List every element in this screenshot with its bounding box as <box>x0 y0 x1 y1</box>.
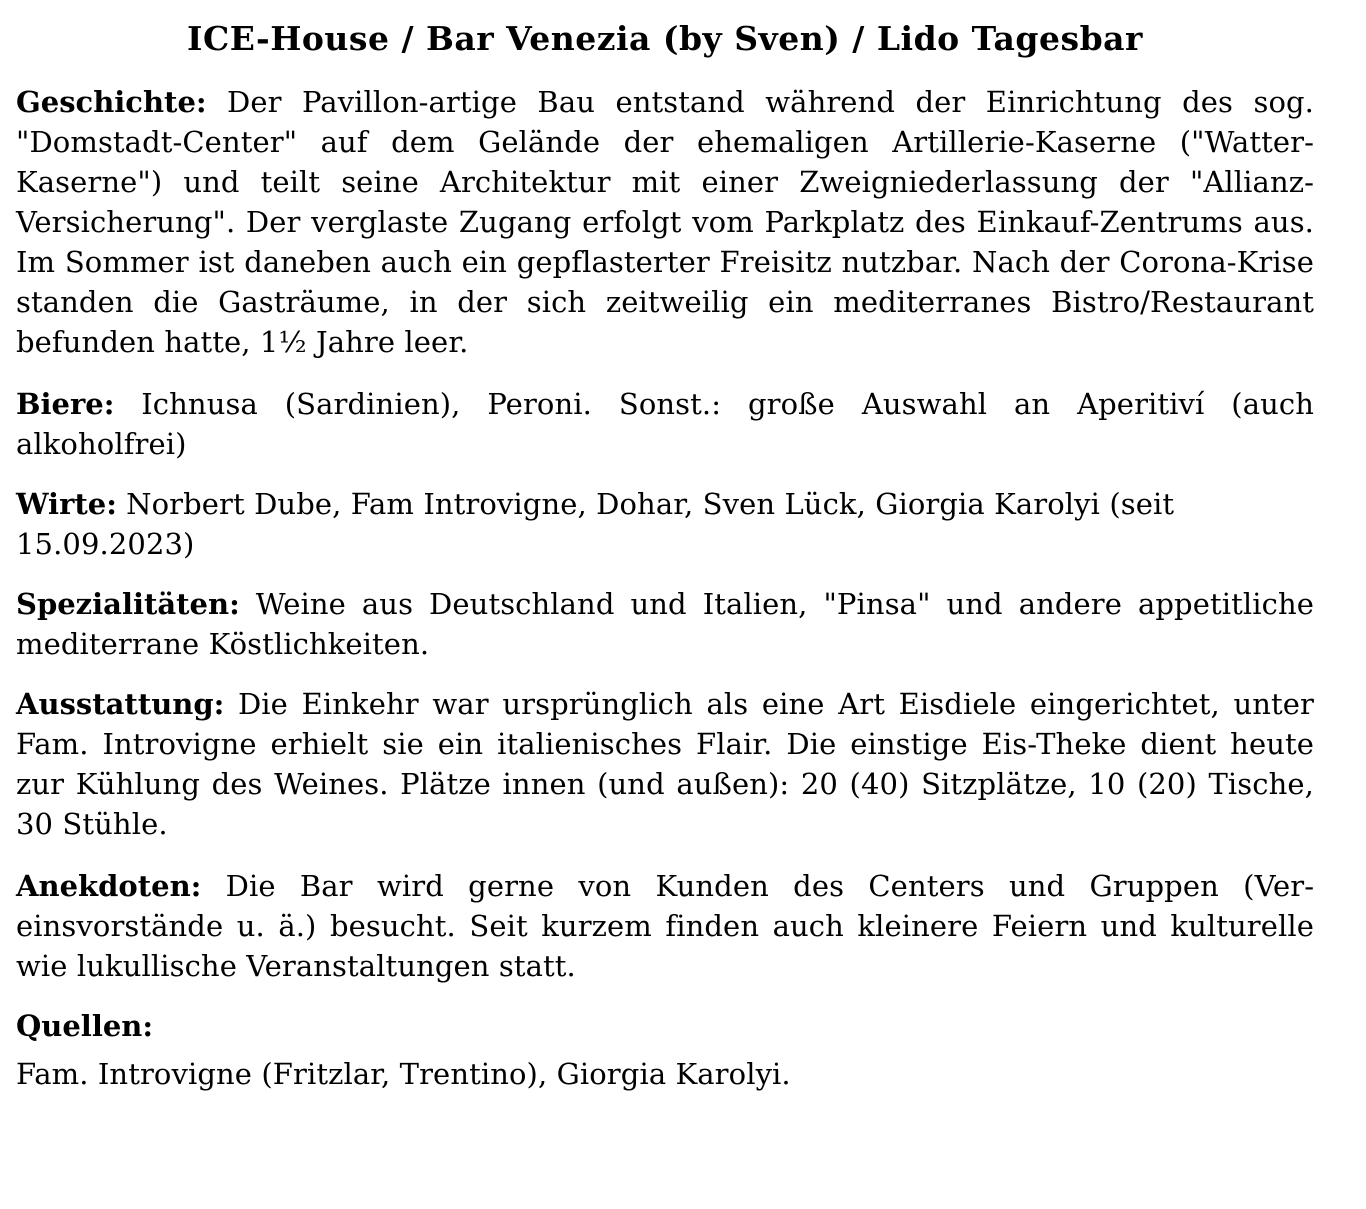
section-text-quellen: Fam. Introvigne (Fritzlar, Trentino), Giorgia Karolyi. <box>16 1057 791 1091</box>
section-label-wirte: Wirte: <box>16 487 117 521</box>
section-label-biere: Biere: <box>16 387 115 421</box>
section-wirte <box>16 484 1314 564</box>
section-geschichte <box>16 82 1314 362</box>
section-text-biere: Ichnusa (Sardinien), Peroni. Sonst.: große Auswahl an Aperitiví (auch alkoholfrei) <box>16 387 1315 461</box>
page-title: ICE-House / Bar Venezia (by Sven) / Lido Tagesbar <box>187 19 1143 58</box>
section-label-anekdoten: Anekdoten: <box>16 869 202 903</box>
section-label-ausstattung: Ausstattung: <box>16 687 225 721</box>
document-page <box>16 0 1314 1094</box>
section-text-ausstattung: Die Einkehr war ursprünglich als eine Art Eisdiele eingerichtet, unter Fam. Introvigne erhielt sie ein italienisches Flair. Die einstige Eis-Theke dient heute zur Kühlung des Weines. Plätze innen (und außen): 20 (40) Sitzplätze, 10 (20) Tische, 30 Stühle. <box>16 687 1314 841</box>
section-quellen <box>16 1054 1314 1094</box>
section-quellen-heading <box>16 1006 1314 1046</box>
section-text-anekdoten: Die Bar wird gerne von Kunden des Centers und Gruppen (Vereinsvorstände u. ä.) besucht. Seit kurzem finden auch kleinere Feiern und kulturelle wie lukullische Veranstaltungen statt. <box>16 869 1314 983</box>
section-label-geschichte: Geschichte: <box>16 85 207 119</box>
section-label-spezialitaeten: Spezialitäten: <box>16 587 240 621</box>
section-anekdoten <box>16 866 1314 986</box>
section-text-geschichte: Der Pavillon-artige Bau entstand während der Einrichtung des sog. "Domstadt-Center" auf dem Gelände der ehemaligen Artillerie-Kaserne ("Watter-Kaserne") und teilt seine Architektur mit einer Zweigniederlassung der "Allianz-Versicherung". Der verglaste Zugang erfolgt vom Parkplatz des Einkauf-Zentrums aus. Im Sommer ist daneben auch ein gepflasterter Freisitz nutzbar. Nach der Corona-Krise standen die Gasträume, in der sich zeitweilig ein mediterranes Bistro/Restaurant befunden hatte, 1½ Jahre leer. <box>16 85 1315 359</box>
section-ausstattung <box>16 684 1314 844</box>
section-spezialitaeten <box>16 584 1314 664</box>
section-biere <box>16 384 1314 464</box>
section-text-wirte: Norbert Dube, Fam Introvigne, Dohar, Sven Lück, Giorgia Karolyi (seit 15.09.2023) <box>16 487 1175 561</box>
section-label-quellen: Quellen: <box>16 1009 154 1043</box>
section-text-spezialitaeten: Weine aus Deutschland und Italien, "Pinsa" und andere appetitliche mediterrane Köstlichkeiten. <box>16 587 1314 661</box>
